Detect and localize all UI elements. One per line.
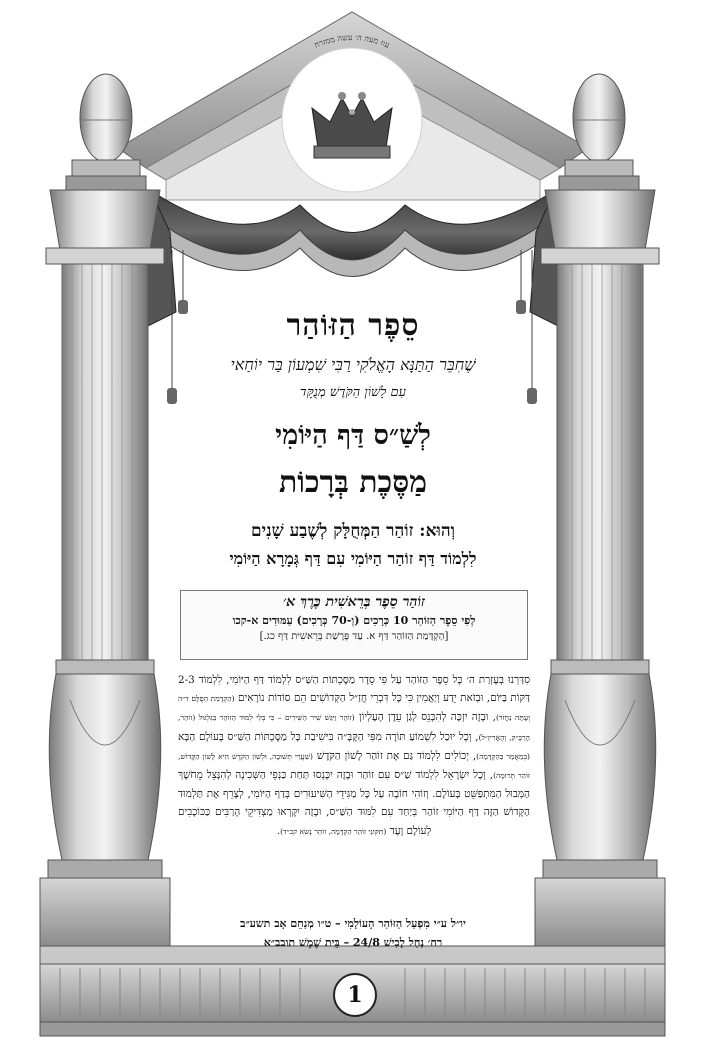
series-line: לְשַׁ״ס דַּף הַיּוֹמִי [275,420,431,451]
intro-paragraph [178,671,530,841]
para-segment: , וְכָל יוּכַל לִשְׁמוֹעַ תּוֹרָה מִפִּי הַקָּבָּ״ה בִּישִׁיבַת כָּל מַסֶּכְתּוֹת הַשַּׁ״ס בָּעוֹלָם הַבָּא [178,730,479,743]
para-segment: , וְכָל יִשְׂרָאֵל לִלְמוֹד שַׁ״ס עִם זוֹהַר וּבָזֶה יִכָּנְסוּ תַּחַת כַּנְפֵי הַשְּׁכִינָה לְהִנָּצֵל מֵחֹשֶׁךְ הַמְּבוּל הַמִּתְפַּשֵּׁט בָּעוֹלָם. וְזוֹהִי חוֹבָה עַל כָּל מַגִּידֵי הַשִּׁיעוּרִים בְּדַף הַיּוֹמִי, לְצָרֵף אֶת תַּלְמוּד הַקָּדוֹשׁ הַזֶּה דַּף הַיּוֹמִי זוֹהַר בְּיַחַד עִם לִמּוּד הַשַּׁ״ס, וּבָזֶה יִקָּרְאוּ מַצְדִּיקֵי הָרַבִּים כַּכּוֹכָבִים לְעוֹלָם וָעֶד [178,769,530,837]
volume-pages: לְפִי סֵפֶר הַזּוֹהַר 10 כְּרָכִים (וְ-70 כְּרָכִים) עַמּוּדִים א-קכו [232,614,476,627]
description-line-1: וְהוּא: זוֹהַר הַמְּחֻלָּק לְשֶׁבַע שָׁנִים [251,521,455,541]
para-segment: , יְכוֹלִים לִלְמוֹד גַּם אֶת זוֹהַר לָשׁוֹן הַקֹּדֶשׁ [312,749,477,762]
book-title: סֵפֶר הַזּוֹהַר [286,308,420,343]
para-citation: (הַקְדָּמַת הַסֻּלָּם ד״ה וְעָתָּה נַחֲזֹר) [178,694,531,723]
para-citation: (תִּקּוּנֵי זוֹהַר הַקְדָּמָה, זוֹהַר נָשׂא קכ״ד) [280,826,387,836]
para-citation: (זוֹהַר וַיִּגַּשׁ שִׁיר הַשִּׁירִים – כִּי בְּלִי לִמּוּד הַזּוֹהַר בַּגִּלְגּוּל (זוֹהַר, הָרַבָּ״ק, וְהָאֲרִיזַ״ל) [178,713,530,742]
page-number: 1 [333,973,377,1017]
volume-range: [הַקְדָּמַת הַזּוֹהַר דַּף א. עַד פָּרָשַׁת בְּרֵאשִׁית דַּף כג.] [259,631,449,642]
author-line: שֶׁחִבֵּר הַתַּנָּא הָאֱלֹקִי רַבִּי שִׁמְעוֹן בַּר יוֹחַאי [230,355,476,374]
arch-motto: עוז מעה ה׳ עשה ממזרח [313,32,391,50]
right-column [535,74,665,946]
address-line: רח׳ נַחַל לָכִישׁ 24/8 – בֵּית שֶׁמֶשׁ תובב״א [263,936,443,949]
publisher-line: יו״ל ע״י מִפְעַל הַזּוֹהַר הָעוֹלָמִי – ט״ו מְנַחֵם אָב תשע״ב [240,917,466,930]
para-citation: (בְּמַאֲמַר בַּהַקְדָּמָה) [476,751,530,761]
left-column [40,74,170,946]
tractate-title: מַסֶּכֶת בְּרָכוֹת [278,465,428,500]
volume-title: זוֹהַר סֵפֶר בְּרֵאשִׁית כֶּרֶךְ א׳ [283,594,425,610]
para-segment: סִדַּרְנוּ בְּעֶזְרַת ה׳ כָּל סֵפֶר הַזּוֹהַר עַל פִּי סֵדֶר מַסֶּכְתּוֹת הַשַּׁ״ס לִלְמוֹד דַּף הַיּוֹמִי, לִלְמוֹד 2-3 דַּקּוֹת בַּיּוֹם, וּבְזֹאת יֵדַע וְיַאֲמִין כִּי כָּל דִּבְרֵי חֲזַ״ל הַקְּדוֹשִׁים הֵם סוֹדוֹת נוֹרָאִים [178,674,530,705]
para-citation: (שַׁעֲרֵי תְּשׁוּבָה, וּלְשׁוֹן הַקֹּדֶשׁ הִיא לָשׁוֹן הַקָּדוֹשׁ, זוֹהַר תְּרוּמָה) [178,751,530,781]
language-line: עִם לָשׁוֹן הַקֹּדֶשׁ מְנֻקָּד [300,385,406,400]
para-segment: . [276,824,281,837]
para-segment: , וּבָזֶה יִזְכֶּה לְהִכָּנֵס לְגַן עֵדֶן הָעֶלְיוֹן [354,711,496,724]
description-line-2: לִלְמוֹד דַּף זוֹהַר הַיּוֹמִי עִם דַּף גְּמָרָא הַיּוֹמִי [229,549,477,568]
volume-info-box [180,590,528,660]
